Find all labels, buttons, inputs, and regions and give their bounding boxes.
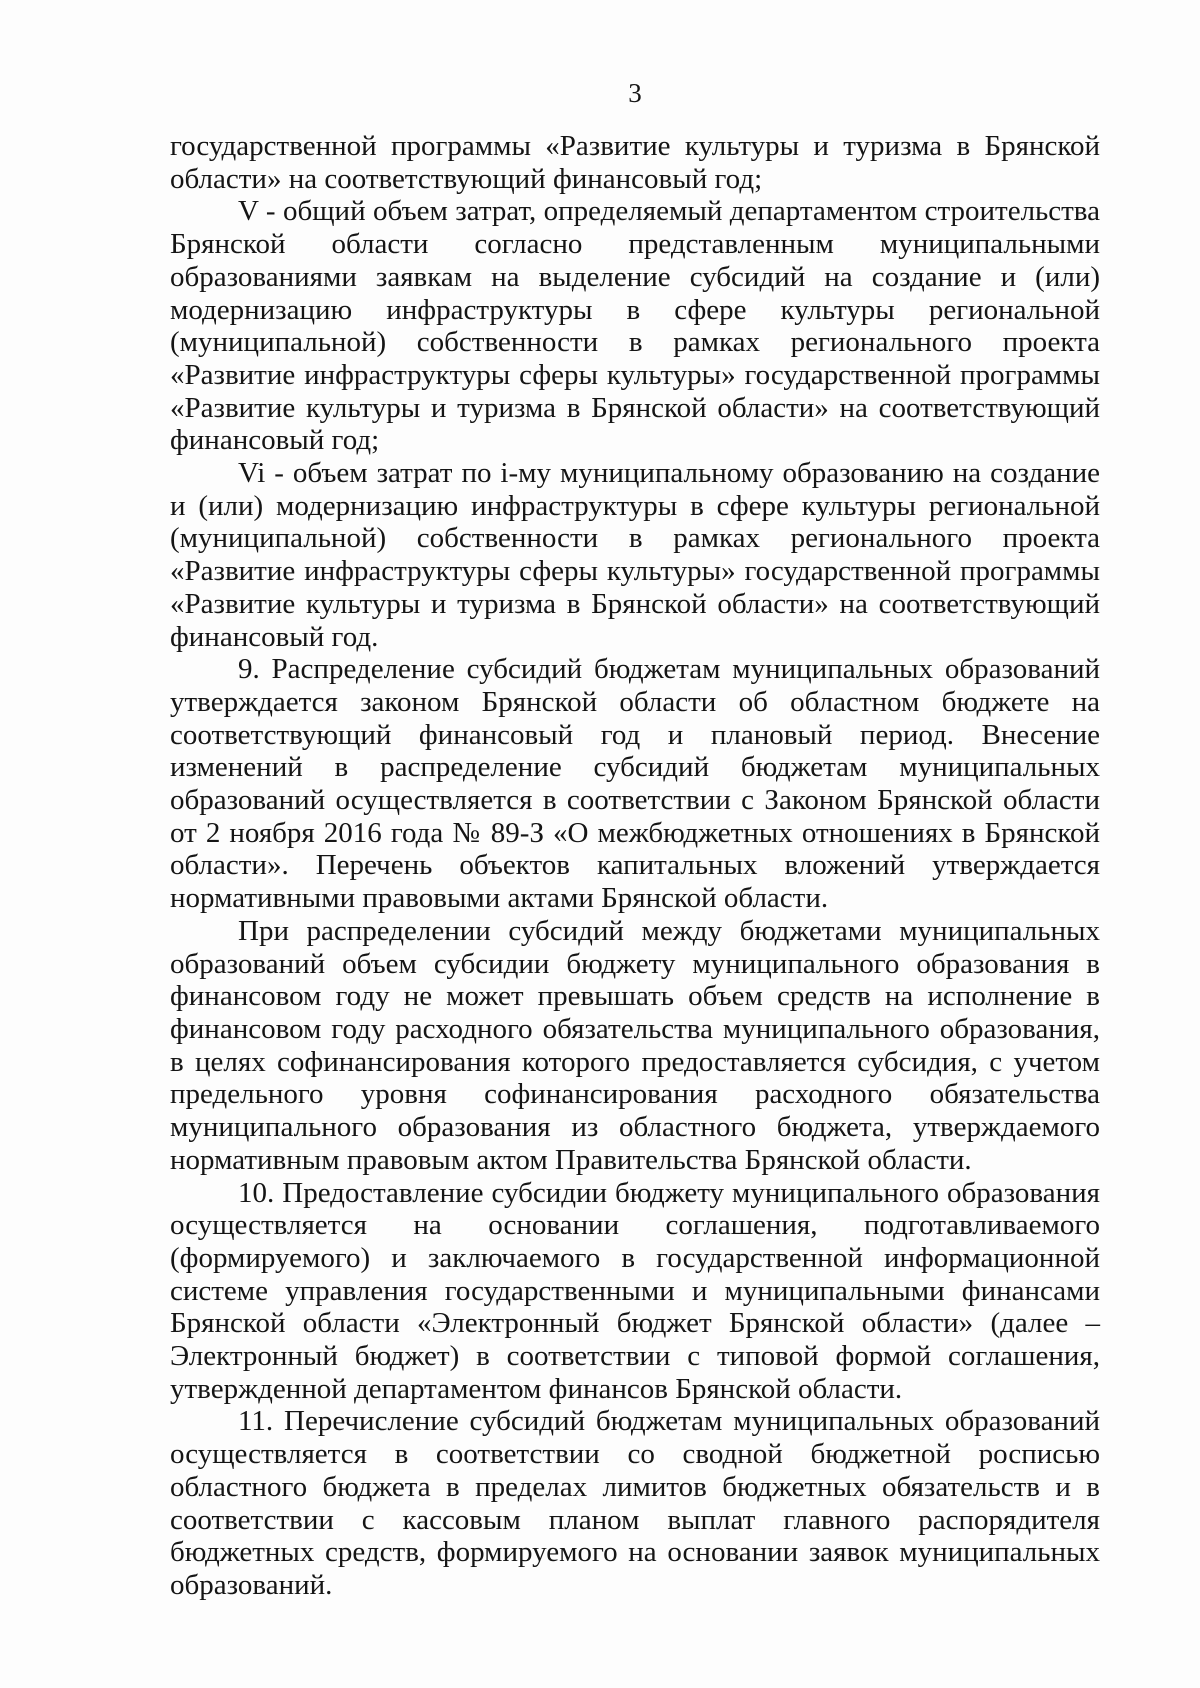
paragraph-distribution: При распределении субсидий между бюджетами муниципальных образований объем субсидии бюджету муниципального образования в финансовом году не может превышать объем средств на исполнение в финансовом году расходного обязательства муниципального образования, в целях софинансирования которого предоставляется субсидия, с учетом предельного уровня софинансирования расходного обязательства муниципального образования из областного бюджета, утверждаемого нормативным правовым актом Правительства Брянской области. xyxy=(170,914,1100,1176)
paragraph-item-9: 9. Распределение субсидий бюджетам муниципальных образований утверждается законом Брянской области об областном бюджете на соответствующий финансовый год и плановый период. Внесение изменений в распределение субсидий бюджетам муниципальных образований осуществляется в соответствии с Законом Брянской области от 2 ноября 2016 года № 89-З «О межбюджетных отношениях в Брянской области». Перечень объектов капитальных вложений утверждается нормативными правовыми актами Брянской области. xyxy=(170,653,1100,915)
paragraph-vi-definition: Vi - объем затрат по i-му муниципальному образованию на создание и (или) модернизацию инфраструктуры в сфере культуры региональной (муниципальной) собственности в рамках регионального проекта «Развитие инфраструктуры сферы культуры» государственной программы «Развитие культуры и туризма в Брянской области» на соответствующий финансовый год. xyxy=(170,457,1100,653)
paragraph-item-10: 10. Предоставление субсидии бюджету муниципального образования осуществляется на основании соглашения, подготавливаемого (формируемого) и заключаемого в государственной информационной системе управления государственными и муниципальными финансами Брянской области «Электронный бюджет Брянской области» (далее – Электронный бюджет) в соответствии с типовой формой соглашения, утвержденной департаментом финансов Брянской области. xyxy=(170,1176,1100,1405)
paragraph-v-definition: V - общий объем затрат, определяемый департаментом строительства Брянской области согласно представленным муниципальными образованиями заявкам на выделение субсидий на создание и (или) модернизацию инфраструктуры в сфере культуры региональной (муниципальной) собственности в рамках регионального проекта «Развитие инфраструктуры сферы культуры» государственной программы «Развитие культуры и туризма в Брянской области» на соответствующий финансовый год; xyxy=(170,195,1100,457)
paragraph-continuation: государственной программы «Развитие культуры и туризма в Брянской области» на соответствующий финансовый год; xyxy=(170,130,1100,195)
page-number: 3 xyxy=(628,78,642,108)
document-body xyxy=(170,130,1100,1602)
paragraph-item-11: 11. Перечисление субсидий бюджетам муниципальных образований осуществляется в соответствии со сводной бюджетной росписью областного бюджета в пределах лимитов бюджетных обязательств и в соответствии с кассовым планом выплат главного распорядителя бюджетных средств, формируемого на основании заявок муниципальных образований. xyxy=(170,1405,1100,1601)
